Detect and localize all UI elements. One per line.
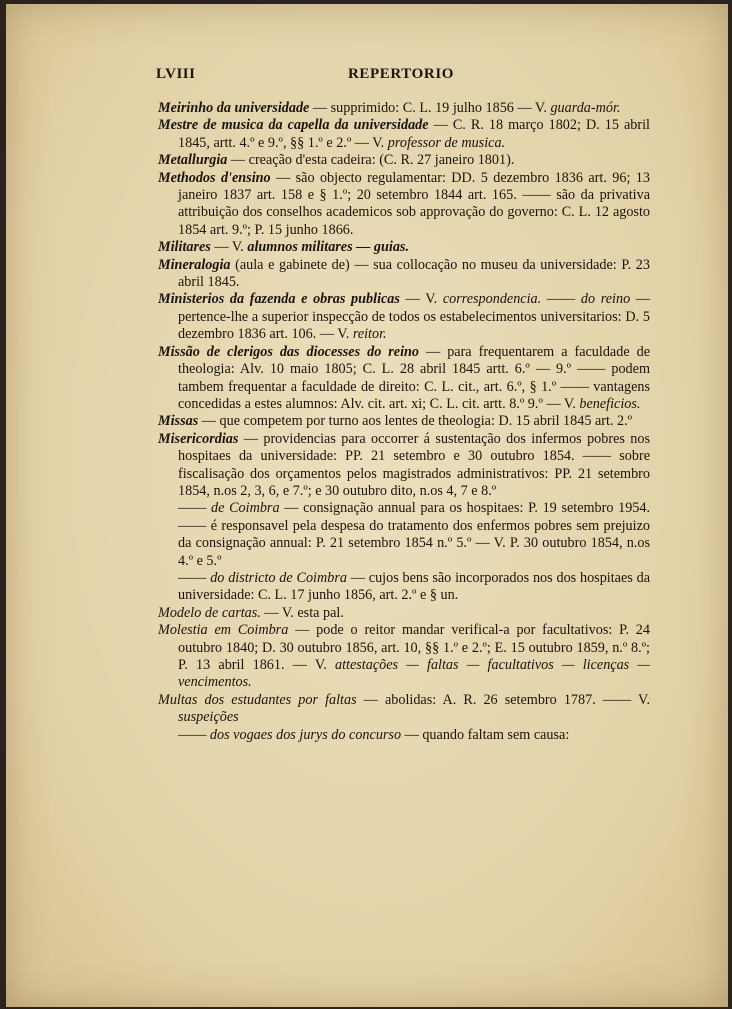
entry-methodos-ensino: Methodos d'ensino — são objecto regulamentar: DD. 5 dezembro 1836 art. 96; 13 janeiro 1837 art. 158 e § 1.º; 20 setembro 1844 art. 165. —— são da privativa attribuição dos conselhos academicos sob approvação do governo: C. L. 12 agosto 1854 art. 9.º; P. 15 junho 1866. bbox=[158, 169, 650, 238]
entry-misericordias-districto: —— do districto de Coimbra — cujos bens são incorporados nos dos hospitaes da universidade: C. L. 17 junho 1856, art. 2.º e § un. bbox=[178, 569, 650, 604]
page-number: LVIII bbox=[156, 66, 196, 82]
running-title: REPERTORIO bbox=[348, 66, 455, 82]
book-page bbox=[6, 4, 728, 1007]
entry-multas: Multas dos estudantes por faltas — abolidas: A. R. 26 setembro 1787. —— V. suspeições bbox=[158, 691, 651, 726]
entry-militares: Militares — V. alumnos militares — guias. bbox=[158, 239, 409, 256]
entry-meirinho: Meirinho da universidade — supprimido: C. L. 19 julho 1856 — V. guarda-mór. bbox=[158, 100, 621, 116]
entry-modelo-cartas: Modelo de cartas. — V. esta pal. bbox=[158, 604, 344, 621]
entry-multas-vogaes: —— dos vogaes dos jurys do concurso — quando faltam sem causa: bbox=[178, 726, 570, 743]
entry-mestre-de-musica: Mestre de musica da capella da universidade — C. R. 18 março 1802; D. 15 abril 1845, artt. 4.º e 9.º, §§ 1.º e 2.º — V. professor de musica. bbox=[158, 117, 650, 151]
entry-misericordias-coimbra: —— de Coimbra — consignação annual para os hospitaes: P. 19 setembro 1954. —— é responsavel pela despesa do tratamento dos enfermos pobres sem prejuizo da consignação annual: P. 21 setembro 1854 n.º 5.º — V. P. 30 outubro 1854, n.os 4.º e 5.º bbox=[178, 500, 651, 569]
entry-mineralogia: Mineralogia (aula e gabinete de) — sua collocação no museu da universidade: P. 23 abril 1845. bbox=[158, 256, 650, 291]
entry-ministerios: Ministerios da fazenda e obras publicas — V. correspondencia. —— do reino — pertence-lhe a superior inspecção de todos os estabelecimentos universitarios: D. 5 dezembro 1836 art. 106. — V. reitor. bbox=[158, 291, 651, 343]
page-header bbox=[156, 66, 656, 88]
entry-missao-clerigos: Missão de clerigos das diocesses do reino — para frequentarem a faculdade de theologia: Alv. 10 maio 1805; C. L. 28 abril 1845 artt. 6.º — 9.º —— podem tambem frequentar a faculdade de direito: C. L. cit., art. 6.º, § 1.º —— vantagens concedidas a estes alumnos: Alv. cit. art. xi; C. L. cit. artt. 8.º 9.º — V. beneficios. bbox=[158, 343, 650, 412]
entry-molestia: Molestia em Coimbra — pode o reitor mandar verifical-a por facultativos: P. 24 outubro 1840; D. 30 outubro 1856, art. 10, §§ 1.º e 2.º; E. 15 outubro 1859, n.º 8.º; P. 13 abril 1861. — V. attestações — faltas — facultativos — licenças — vencimentos. bbox=[158, 622, 650, 691]
entry-misericordias: Misericordias — providencias para occorrer á sustentação dos infermos pobres nos hospitaes da universidade: PP. 21 setembro e 30 outubro 1854. —— sobre fiscalisação dos orçamentos pelos magistrados administrativos: PP. 21 setembro 1854, n.os 2, 3, 6, e 7.º; e 30 outubro dito, n.os 4, 7 e 8.º bbox=[158, 430, 650, 499]
entry-metallurgia: Metallurgia — creação d'esta cadeira: (C. R. 27 janeiro 1801). bbox=[158, 152, 515, 169]
entry-missas: Missas — que competem por turno aos lentes de theologia: D. 15 abril 1845 art. 2.º bbox=[158, 413, 633, 430]
repertorio-entries bbox=[158, 100, 650, 744]
